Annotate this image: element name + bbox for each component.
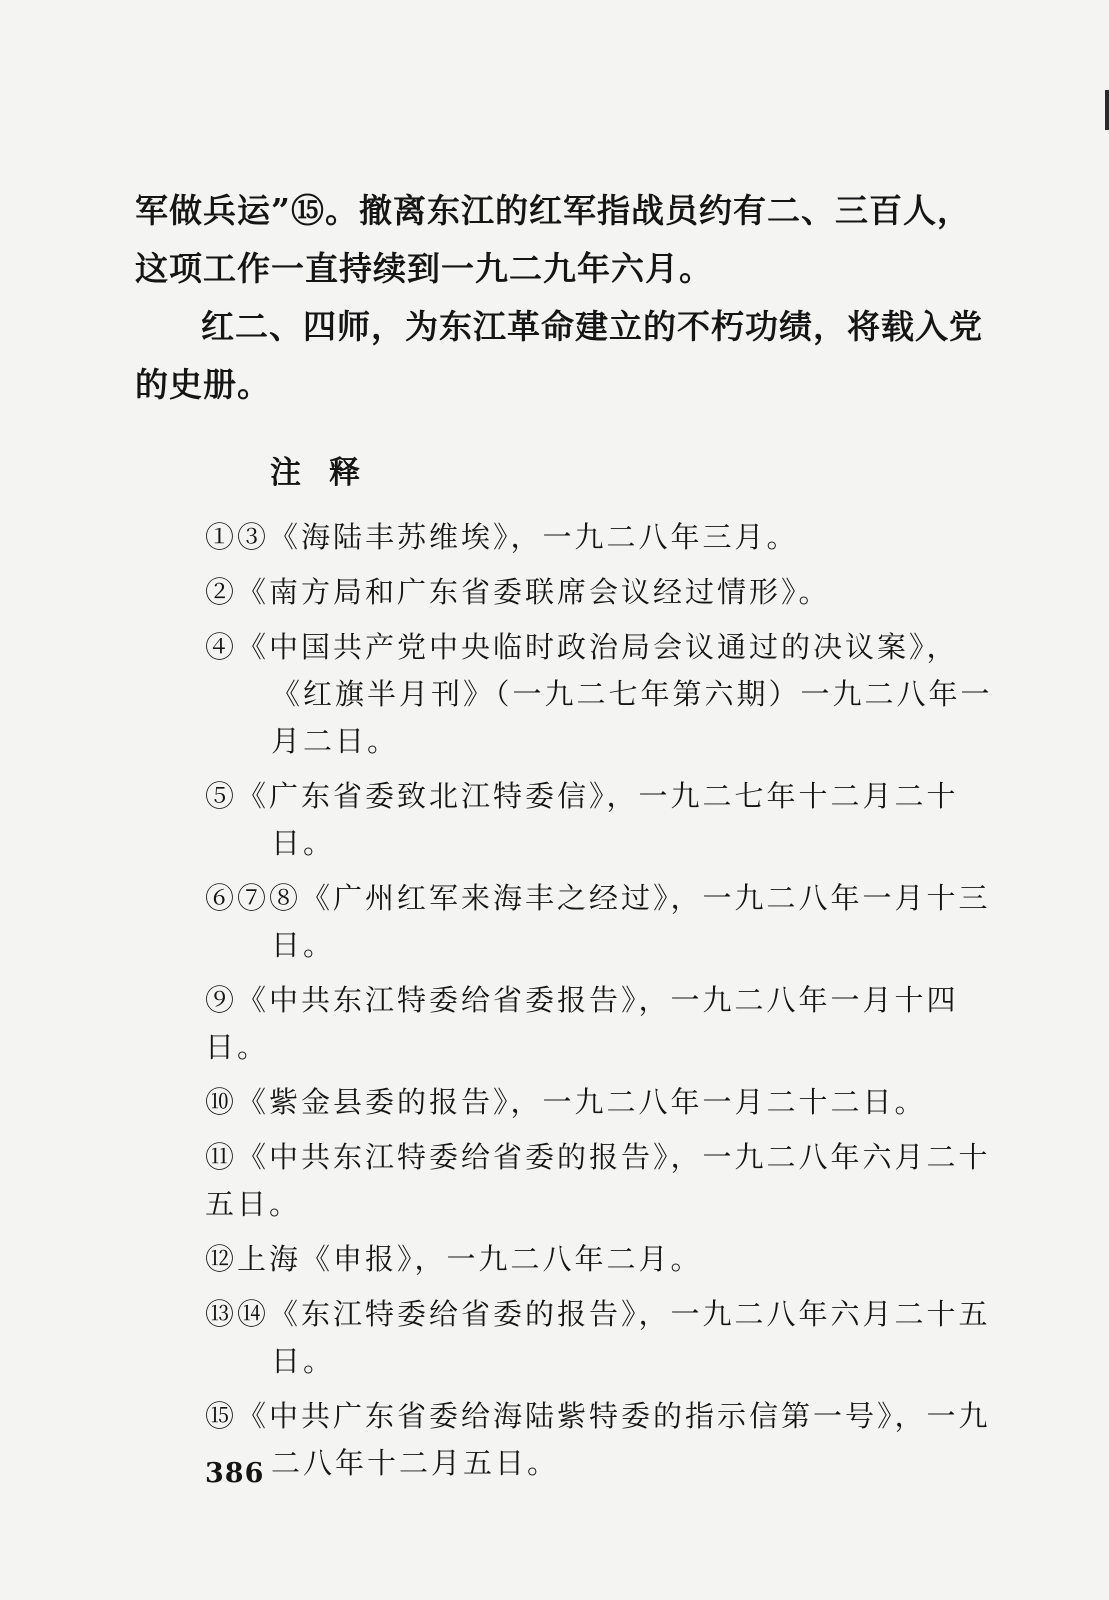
note-item: ⑬⑭《东江特委给省委的报告》，一九二八年六月二十五日。 [205,1297,991,1378]
note-item: ④《中国共产党中央临时政治局会议通过的决议案》，《红旗半月刊》（一九二七年第六期）一九二八年一月二日。 [205,630,993,758]
note-item: ⑫上海《申报》，一九二八年二月。 [205,1242,703,1276]
scan-edge-mark [1105,90,1109,130]
note-item: ①③《海陆丰苏维埃》，一九二八年三月。 [205,520,799,554]
note-item: ⑩《紫金县委的报告》，一九二八年一月二十二日。 [205,1085,927,1119]
note-item: ⑨《中共东江特委给省委报告》，一九二八年一月十四日。 [205,983,959,1064]
note-item: ⑪《中共东江特委给省委的报告》，一九二八年六月二十五日。 [205,1140,991,1221]
note-item: ⑥⑦⑧《广州红军来海丰之经过》，一九二八年一月十三日。 [205,881,991,962]
notes-heading: 注释 [270,455,388,491]
paragraph-closing: 红二、四师，为东江革命建立的不朽功绩，将载入党的史册。 [135,307,983,404]
body-text [135,182,995,414]
note-item: ⑮《中共广东省委给海陆紫特委的指示信第一号》，一九二八年十二月五日。 [205,1399,991,1480]
notes-list [205,514,995,1495]
page-number: 386 [205,1458,265,1489]
paragraph-continuation: 军做兵运”⑮。撤离东江的红军指战员约有二、三百人，这项工作一直持续到一九二九年六月。 [135,191,971,288]
note-item: ⑤《广东省委致北江特委信》，一九二七年十二月二十日。 [205,779,959,860]
note-item: ②《南方局和广东省委联席会议经过情形》。 [205,575,831,609]
